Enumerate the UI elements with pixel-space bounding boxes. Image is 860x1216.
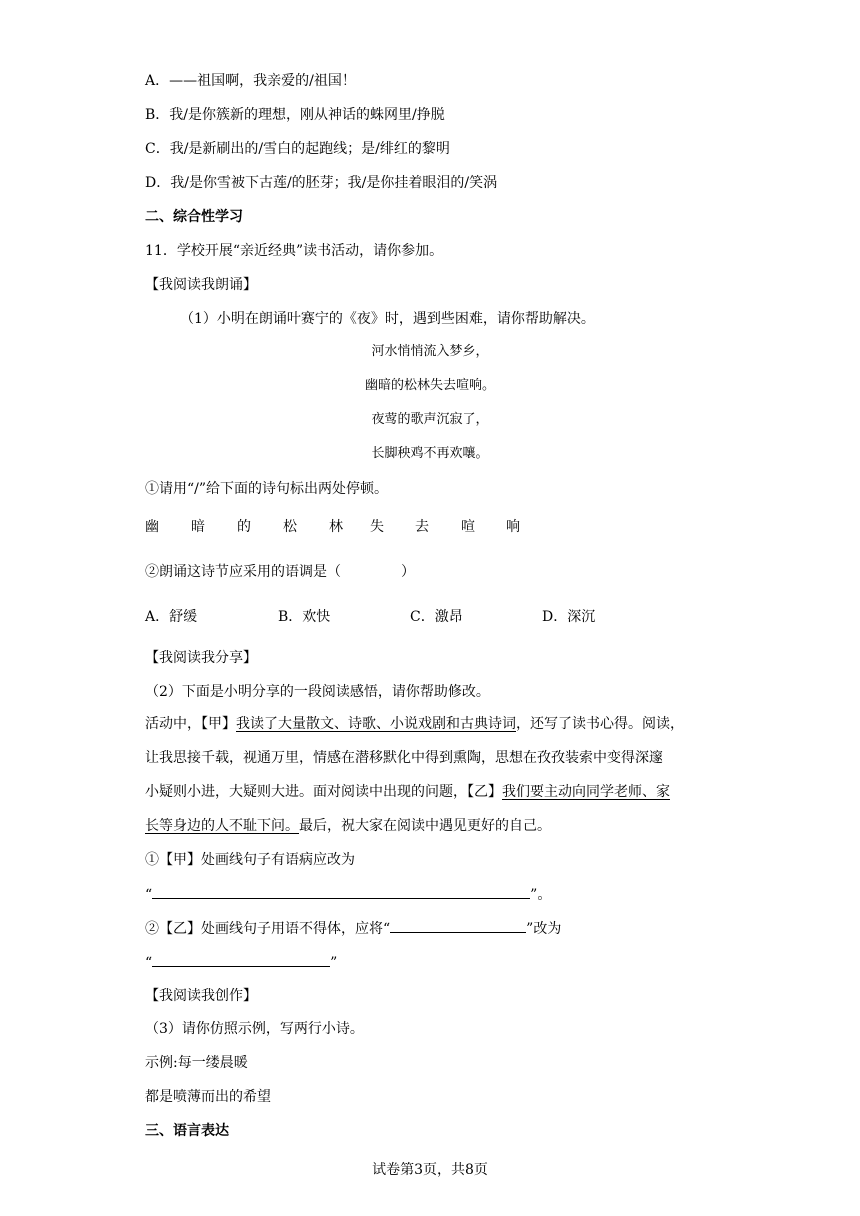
- example-line: 都是喷薄而出的希望: [145, 1089, 271, 1105]
- answer-line: [145, 952, 337, 973]
- passage-text: ，还写了读书心得。阅读，: [516, 716, 684, 732]
- spaced-char: 的: [237, 519, 251, 535]
- quote-close: ”: [330, 955, 338, 971]
- poem-line: 夜莺的歌声沉寂了，: [371, 412, 489, 427]
- spaced-char: 喧: [461, 519, 475, 535]
- choice-d: D．深沉: [542, 609, 596, 625]
- marker-yi: 【乙】: [467, 784, 502, 800]
- quote-open: “: [145, 887, 153, 903]
- spaced-char: 松: [283, 519, 297, 535]
- section-title: 三、语言表达: [145, 1123, 229, 1139]
- underlined-sentence: 长等身边的人不耻下问。: [145, 818, 299, 834]
- subsection-header: 【我阅读我分享】: [145, 650, 257, 666]
- spaced-char: 去: [415, 519, 429, 535]
- passage-line: [145, 816, 551, 836]
- paren-close: ）: [401, 564, 415, 580]
- option-d: D．我/是你雪被下古莲/的胚芽；我/是你挂着眼泪的/笑涡: [145, 175, 498, 191]
- choice-a: A．舒缓: [145, 609, 198, 625]
- passage-line: [145, 714, 684, 734]
- poem-line: 幽暗的松林失去喧响。: [364, 378, 495, 393]
- option-b: B．我/是你簇新的理想，刚从神话的蛛网里/挣脱: [145, 107, 445, 123]
- answer-line: [145, 884, 551, 905]
- spaced-char: 林: [329, 519, 343, 535]
- subsection-header: 【我阅读我创作】: [145, 988, 257, 1004]
- choice-b: B．欢快: [278, 609, 331, 625]
- example-line: 示例:每一缕晨暖: [145, 1055, 248, 1071]
- instruction-text: ②朗诵这诗节应采用的语调是（: [145, 564, 341, 580]
- underlined-sentence: 我读了大量散文、诗歌、小说戏剧和古典诗词: [236, 716, 516, 732]
- question-stem: 11．学校开展“亲近经典”读书活动，请你参加。: [145, 243, 444, 259]
- spaced-char: 响: [506, 519, 520, 535]
- passage-line: 让我思接千载，视通万里，情感在潜移默化中得到熏陶，思想在孜孜装索中变得深邃: [145, 750, 663, 766]
- sub-question: （3）请你仿照示例，写两行小诗。: [145, 1021, 364, 1037]
- poem-line: 长脚秧鸡不再欢嚷。: [371, 446, 489, 461]
- option-c: C．我/是新刷出的/雪白的起跑线；是/绯红的黎明: [145, 141, 450, 157]
- answer-blank[interactable]: [152, 952, 330, 967]
- answer-blank[interactable]: [390, 918, 526, 933]
- passage-text: 小疑则小进，大疑则大进。面对阅读中出现的问题，: [145, 784, 467, 800]
- subsection-header: 【我阅读我朗诵】: [145, 277, 257, 293]
- prompt-text: ②【乙】处画线句子用语不得体，应将“: [145, 921, 391, 937]
- marker-jia: 【甲】: [201, 716, 236, 732]
- revision-prompt: [145, 918, 561, 939]
- underlined-sentence: 我们要主动向同学老师、家: [502, 784, 670, 800]
- prompt-text: ”改为: [526, 921, 562, 937]
- instruction: ①请用“/”给下面的诗句标出两处停顿。: [145, 481, 389, 497]
- quote-close: ”。: [530, 887, 552, 903]
- passage-text: 活动中，: [145, 716, 201, 732]
- choice-c: C．激昂: [410, 609, 463, 625]
- sub-question: （1）小明在朗诵叶赛宁的《夜》时，遇到些困难，请你帮助解决。: [180, 311, 595, 327]
- revision-prompt: ①【甲】处画线句子有语病应改为: [145, 852, 355, 868]
- sub-question: （2）下面是小明分享的一段阅读感悟，请你帮助修改。: [145, 684, 490, 700]
- passage-line: [145, 782, 670, 802]
- answer-blank[interactable]: [152, 884, 530, 899]
- spaced-char: 幽: [145, 519, 159, 535]
- option-a: A．——祖国啊，我亲爱的/祖国！: [145, 73, 356, 89]
- section-title: 二、综合性学习: [145, 209, 243, 225]
- spaced-char: 暗: [191, 519, 205, 535]
- instruction: [145, 562, 415, 582]
- page-footer: 试卷第3页，共8页: [372, 1162, 488, 1178]
- passage-text: 最后，祝大家在阅读中遇见更好的自己。: [299, 818, 551, 834]
- quote-open: “: [145, 955, 153, 971]
- poem-line: 河水悄悄流入梦乡，: [371, 344, 489, 359]
- spaced-char: 失: [370, 519, 384, 535]
